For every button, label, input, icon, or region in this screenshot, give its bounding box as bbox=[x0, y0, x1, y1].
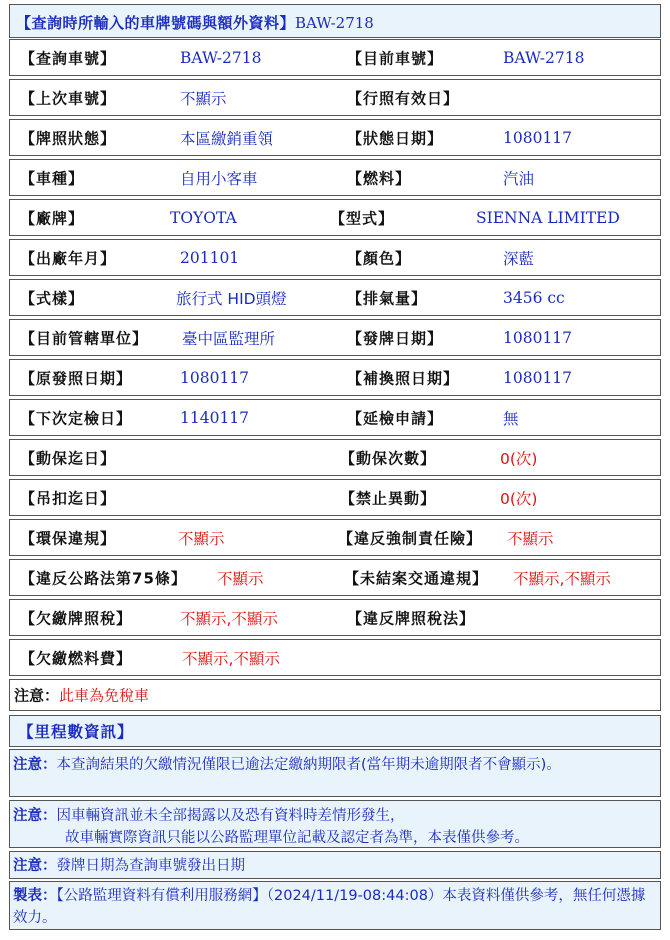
mileage-title-text: 【里程數資訊】 bbox=[18, 723, 134, 741]
row-value-left: 1140117 bbox=[180, 408, 250, 427]
row-label-left: 【廠牌】 bbox=[20, 209, 85, 227]
note-issue-date bbox=[9, 851, 661, 879]
info-row bbox=[9, 399, 661, 436]
row-value-left: 臺中區監理所 bbox=[182, 329, 276, 348]
info-row bbox=[9, 39, 661, 76]
row-value-left: 本區繳銷重領 bbox=[180, 129, 274, 148]
row-value-right: 汽油 bbox=[503, 169, 535, 188]
info-row bbox=[9, 199, 661, 236]
note-issue-date-text bbox=[13, 855, 654, 877]
info-row bbox=[9, 79, 661, 116]
note-key: 注意： bbox=[13, 757, 57, 773]
row-label-right: 【發牌日期】 bbox=[347, 329, 444, 347]
row-label-left: 【欠繳燃料費】 bbox=[20, 649, 133, 667]
row-label-right: 【禁止異動】 bbox=[340, 489, 437, 507]
row-value-left: 自用小客車 bbox=[180, 169, 258, 188]
row-label-right: 【補換照日期】 bbox=[347, 369, 460, 387]
row-label-right: 【延檢申請】 bbox=[347, 409, 444, 427]
note-overdue bbox=[9, 749, 661, 797]
footer-text bbox=[13, 885, 654, 929]
row-label-right: 【違反牌照稅法】 bbox=[347, 609, 476, 627]
row-value-left: 201101 bbox=[180, 248, 240, 267]
row-label-left: 【環保違規】 bbox=[20, 529, 117, 547]
report-header bbox=[9, 4, 661, 38]
footer-key: 製表： bbox=[13, 888, 57, 904]
info-row bbox=[9, 359, 661, 396]
tax-note-line bbox=[14, 685, 149, 706]
note-body-line2: 故車輛實際資訊只能以公路監理單位記載及認定者為準，本表僅供參考。 bbox=[65, 830, 529, 846]
row-value-left: 不顯示 bbox=[180, 89, 227, 108]
row-value-right: 3456 cc bbox=[503, 288, 565, 307]
row-value-left: 1080117 bbox=[180, 368, 250, 387]
row-label-right: 【排氣量】 bbox=[347, 289, 428, 307]
note-key: 注意： bbox=[13, 808, 57, 824]
row-label-right: 【行照有效日】 bbox=[347, 89, 460, 107]
tax-note bbox=[9, 679, 661, 711]
row-value-right: 深藍 bbox=[503, 249, 535, 268]
row-label-right: 【型式】 bbox=[330, 209, 395, 227]
row-value-right: SIENNA LIMITED bbox=[476, 208, 620, 227]
row-label-left: 【查詢車號】 bbox=[20, 49, 117, 67]
info-row bbox=[9, 519, 661, 556]
info-row bbox=[9, 159, 661, 196]
info-row bbox=[9, 439, 661, 476]
info-row bbox=[9, 279, 661, 316]
row-value-left: 不顯示 bbox=[178, 529, 225, 548]
row-label-left: 【動保迄日】 bbox=[20, 449, 117, 467]
row-label-right: 【目前車號】 bbox=[347, 49, 444, 67]
mileage-section-title bbox=[9, 715, 661, 747]
row-value-left: 不顯示 bbox=[217, 569, 264, 588]
note-overdue-text bbox=[13, 754, 654, 776]
note-body: 發牌日期為查詢車號發出日期 bbox=[56, 858, 245, 874]
row-label-left: 【車種】 bbox=[20, 169, 85, 187]
row-label-right: 【顏色】 bbox=[347, 249, 412, 267]
row-label-right: 【違反強制責任險】 bbox=[338, 529, 483, 547]
tax-note-key: 注意： bbox=[14, 686, 60, 705]
row-label-left: 【上次車號】 bbox=[20, 89, 117, 107]
row-label-right: 【狀態日期】 bbox=[347, 129, 444, 147]
info-row bbox=[9, 239, 661, 276]
report-footer bbox=[9, 881, 661, 930]
note-body-line1: 因車輛資訊並未全部揭露以及恐有資料時差情形發生， bbox=[56, 808, 405, 824]
note-body: 本查詢結果的欠繳情況僅限已逾法定繳納期限者(當年期未逾期限者不會顯示)。 bbox=[56, 757, 561, 773]
row-value-left: 不顯示,不顯示 bbox=[182, 649, 280, 668]
header-plate: BAW-2718 bbox=[295, 14, 374, 32]
row-label-right: 【未結案交通違規】 bbox=[344, 569, 489, 587]
row-label-right: 【動保次數】 bbox=[340, 449, 437, 467]
row-label-left: 【吊扣迄日】 bbox=[20, 489, 117, 507]
row-value-left: 旅行式 HID頭燈 bbox=[176, 289, 287, 308]
row-label-left: 【下次定檢日】 bbox=[20, 409, 133, 427]
row-value-right: 0(次) bbox=[500, 489, 538, 508]
row-label-left: 【違反公路法第75條】 bbox=[20, 569, 187, 587]
row-label-left: 【欠繳牌照稅】 bbox=[20, 609, 133, 627]
row-label-left: 【牌照狀態】 bbox=[20, 129, 117, 147]
row-value-left: 不顯示,不顯示 bbox=[180, 609, 278, 628]
note-key: 注意： bbox=[13, 858, 57, 874]
row-value-right: 不顯示 bbox=[507, 529, 554, 548]
row-label-left: 【出廠年月】 bbox=[20, 249, 117, 267]
row-value-right: BAW-2718 bbox=[503, 48, 585, 67]
info-row bbox=[9, 559, 661, 596]
header-label: 【查詢時所輸入的車牌號碼與額外資料】 bbox=[16, 14, 296, 32]
note-disclaimer bbox=[9, 800, 661, 848]
row-value-right: 0(次) bbox=[500, 449, 538, 468]
note-disclaimer-text bbox=[13, 805, 654, 849]
info-row bbox=[9, 599, 661, 636]
info-row bbox=[9, 319, 661, 356]
row-value-right: 1080117 bbox=[503, 328, 573, 347]
row-value-right: 無 bbox=[503, 409, 519, 428]
row-label-right: 【燃料】 bbox=[347, 169, 412, 187]
row-label-left: 【原發照日期】 bbox=[20, 369, 133, 387]
footer-body: 【公路監理資料有償利用服務網】（2024/11/19-08:44:08）本表資料僅供參考，無任何憑據效力。 bbox=[13, 888, 646, 926]
header-line bbox=[16, 12, 374, 33]
row-label-left: 【式樣】 bbox=[20, 289, 85, 307]
row-value-left: TOYOTA bbox=[170, 208, 237, 227]
info-row bbox=[9, 479, 661, 516]
row-value-right: 不顯示,不顯示 bbox=[513, 569, 611, 588]
row-label-left: 【目前管轄單位】 bbox=[20, 329, 149, 347]
info-row bbox=[9, 639, 661, 676]
tax-note-text: 此車為免稅車 bbox=[59, 686, 150, 705]
info-row bbox=[9, 119, 661, 156]
row-value-right: 1080117 bbox=[503, 128, 573, 147]
row-value-left: BAW-2718 bbox=[180, 48, 262, 67]
row-value-right: 1080117 bbox=[503, 368, 573, 387]
